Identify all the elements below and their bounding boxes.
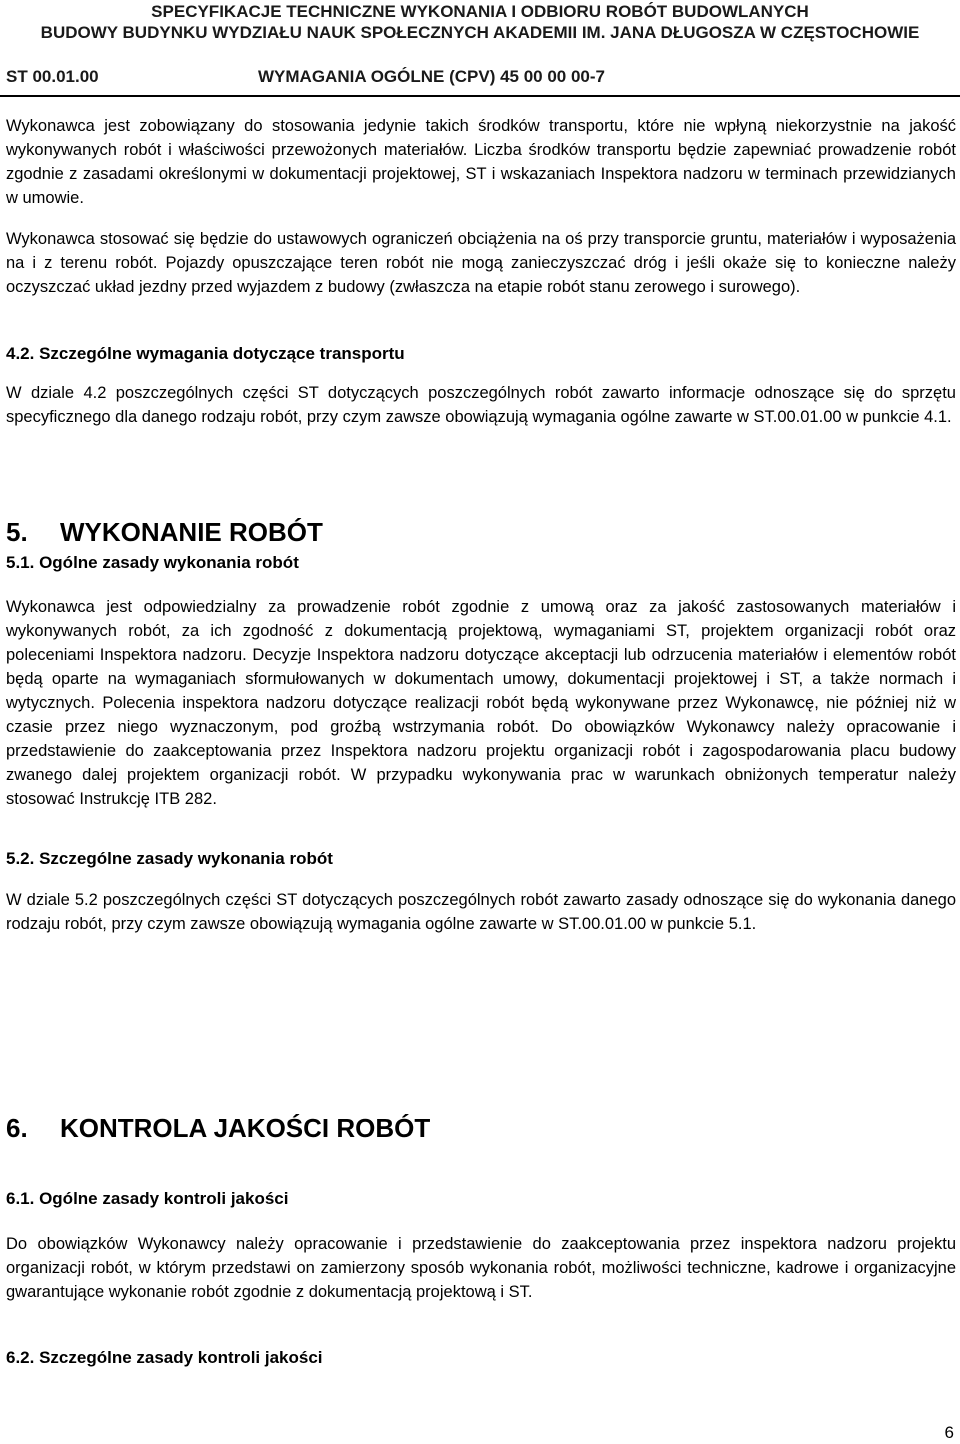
heading-section-6	[6, 1112, 430, 1144]
paragraph-contractor-responsibility: Wykonawca jest odpowiedzialny za prowadzenie robót zgodnie z umową oraz za jakość zastosowanych materiałów i wykonywanych robót, za ich zgodność z dokumentacją projektową, wymaganiami ST, projektem organizacji robót oraz poleceniami Inspektora nadzoru. Decyzje Inspektora nadzoru dotyczące akceptacji lub odrzucenia materiałów i elementów robót będą oparte na wymaganiach sformułowanych w dokumentach umowy, dokumentacji projektowej i ST, a także normach i wytycznych. Polecenia inspektora nadzoru dotyczące realizacji robót będą wykonywane przez Wykonawcę, nie później niż w czasie przez niego wyznaczonym, pod groźbą wstrzymania robót. Do obowiązków Wykonawcy należy opracowanie i przedstawienie do zaakceptowania przez Inspektora nadzoru projektu organizacji robót i zagospodarowania placu budowy zwanego dalej projektem organizacji robót. W przypadku wykonywania prac w warunkach obniżonych temperatur należy stosować Instrukcję ITB 282.	[6, 598, 956, 808]
heading-section-5-text: WYKONANIE ROBÓT	[60, 517, 323, 547]
heading-section-6-text: KONTROLA JAKOŚCI ROBÓT	[60, 1113, 431, 1143]
header-section-title: WYMAGANIA OGÓLNE (CPV) 45 00 00 00-7	[258, 67, 606, 86]
page-number: 6	[944, 1423, 954, 1442]
heading-6-2: 6.2. Szczególne zasady kontroli jakości	[6, 1348, 323, 1367]
heading-4-2: 4.2. Szczególne wymagania dotyczące transportu	[6, 344, 405, 363]
header-project-title: BUDOWY BUDYNKU WYDZIAŁU NAUK SPOŁECZNYCH AKADEMII IM. JANA DŁUGOSZA W CZĘSTOCHOWIE	[40, 23, 920, 42]
heading-section-5	[6, 516, 323, 548]
paragraph-axle-load-limits: Wykonawca stosować się będzie do ustawowych ograniczeń obciążenia na oś przy transporcie gruntu, materiałów i wyposażenia na i z terenu robót. Pojazdy opuszczające teren robót nie mogą zanieczyszczać dróg i jeśli okaże się to konieczne należy oczyszczać układ jezdny przed wyjazdem z budowy (zwłaszcza na etapie robót stanu zerowego i surowego).	[6, 230, 956, 296]
heading-section-6-number: 6.	[6, 1113, 28, 1143]
paragraph-transport-specific: W dziale 4.2 poszczególnych części ST dotyczących poszczególnych robót zawarto informacje odnoszące się do sprzętu specyficznego dla danego rodzaju robót, przy czym zawsze obowiązują wymagania ogólne zawarte w ST.00.01.00 w punkcie 4.1.	[6, 384, 956, 426]
header-section-code: ST 00.01.00	[6, 67, 99, 86]
heading-6-1: 6.1. Ogólne zasady kontroli jakości	[6, 1189, 289, 1208]
paragraph-execution-specific: W dziale 5.2 poszczególnych części ST dotyczących poszczególnych robót zawarto zasady odnoszące się do wykonania danego rodzaju robót, przy czym zawsze obowiązują wymagania ogólne zawarte w ST.00.01.00 w punkcie 5.1.	[6, 891, 956, 933]
header-spec-title: SPECYFIKACJE TECHNICZNE WYKONANIA I ODBIORU ROBÓT BUDOWLANYCH	[151, 2, 809, 21]
header-section-row	[6, 66, 956, 88]
heading-section-5-number: 5.	[6, 517, 28, 547]
paragraph-quality-control: Do obowiązków Wykonawcy należy opracowanie i przedstawienie do zaakceptowania przez inspektora nadzoru projektu organizacji robót, w którym przedstawi on zamierzony sposób wykonania robót, możliwości techniczne, kadrowe i organizacyjne gwarantujące wykonanie robót zgodnie z dokumentacją projektową i ST.	[6, 1235, 956, 1301]
heading-5-1: 5.1. Ogólne zasady wykonania robót	[6, 553, 299, 572]
header-divider	[0, 95, 960, 97]
heading-5-2: 5.2. Szczególne zasady wykonania robót	[6, 849, 333, 868]
paragraph-transport-means: Wykonawca jest zobowiązany do stosowania jedynie takich środków transportu, które nie wpłyną niekorzystnie na jakość wykonywanych robót i właściwości przewożonych materiałów. Liczba środków transportu będzie zapewniać prowadzenie robót zgodnie z zasadami określonymi w dokumentacji projektowej, ST i wskazaniach Inspektora nadzoru w terminach przewidzianych w umowie.	[6, 117, 956, 207]
